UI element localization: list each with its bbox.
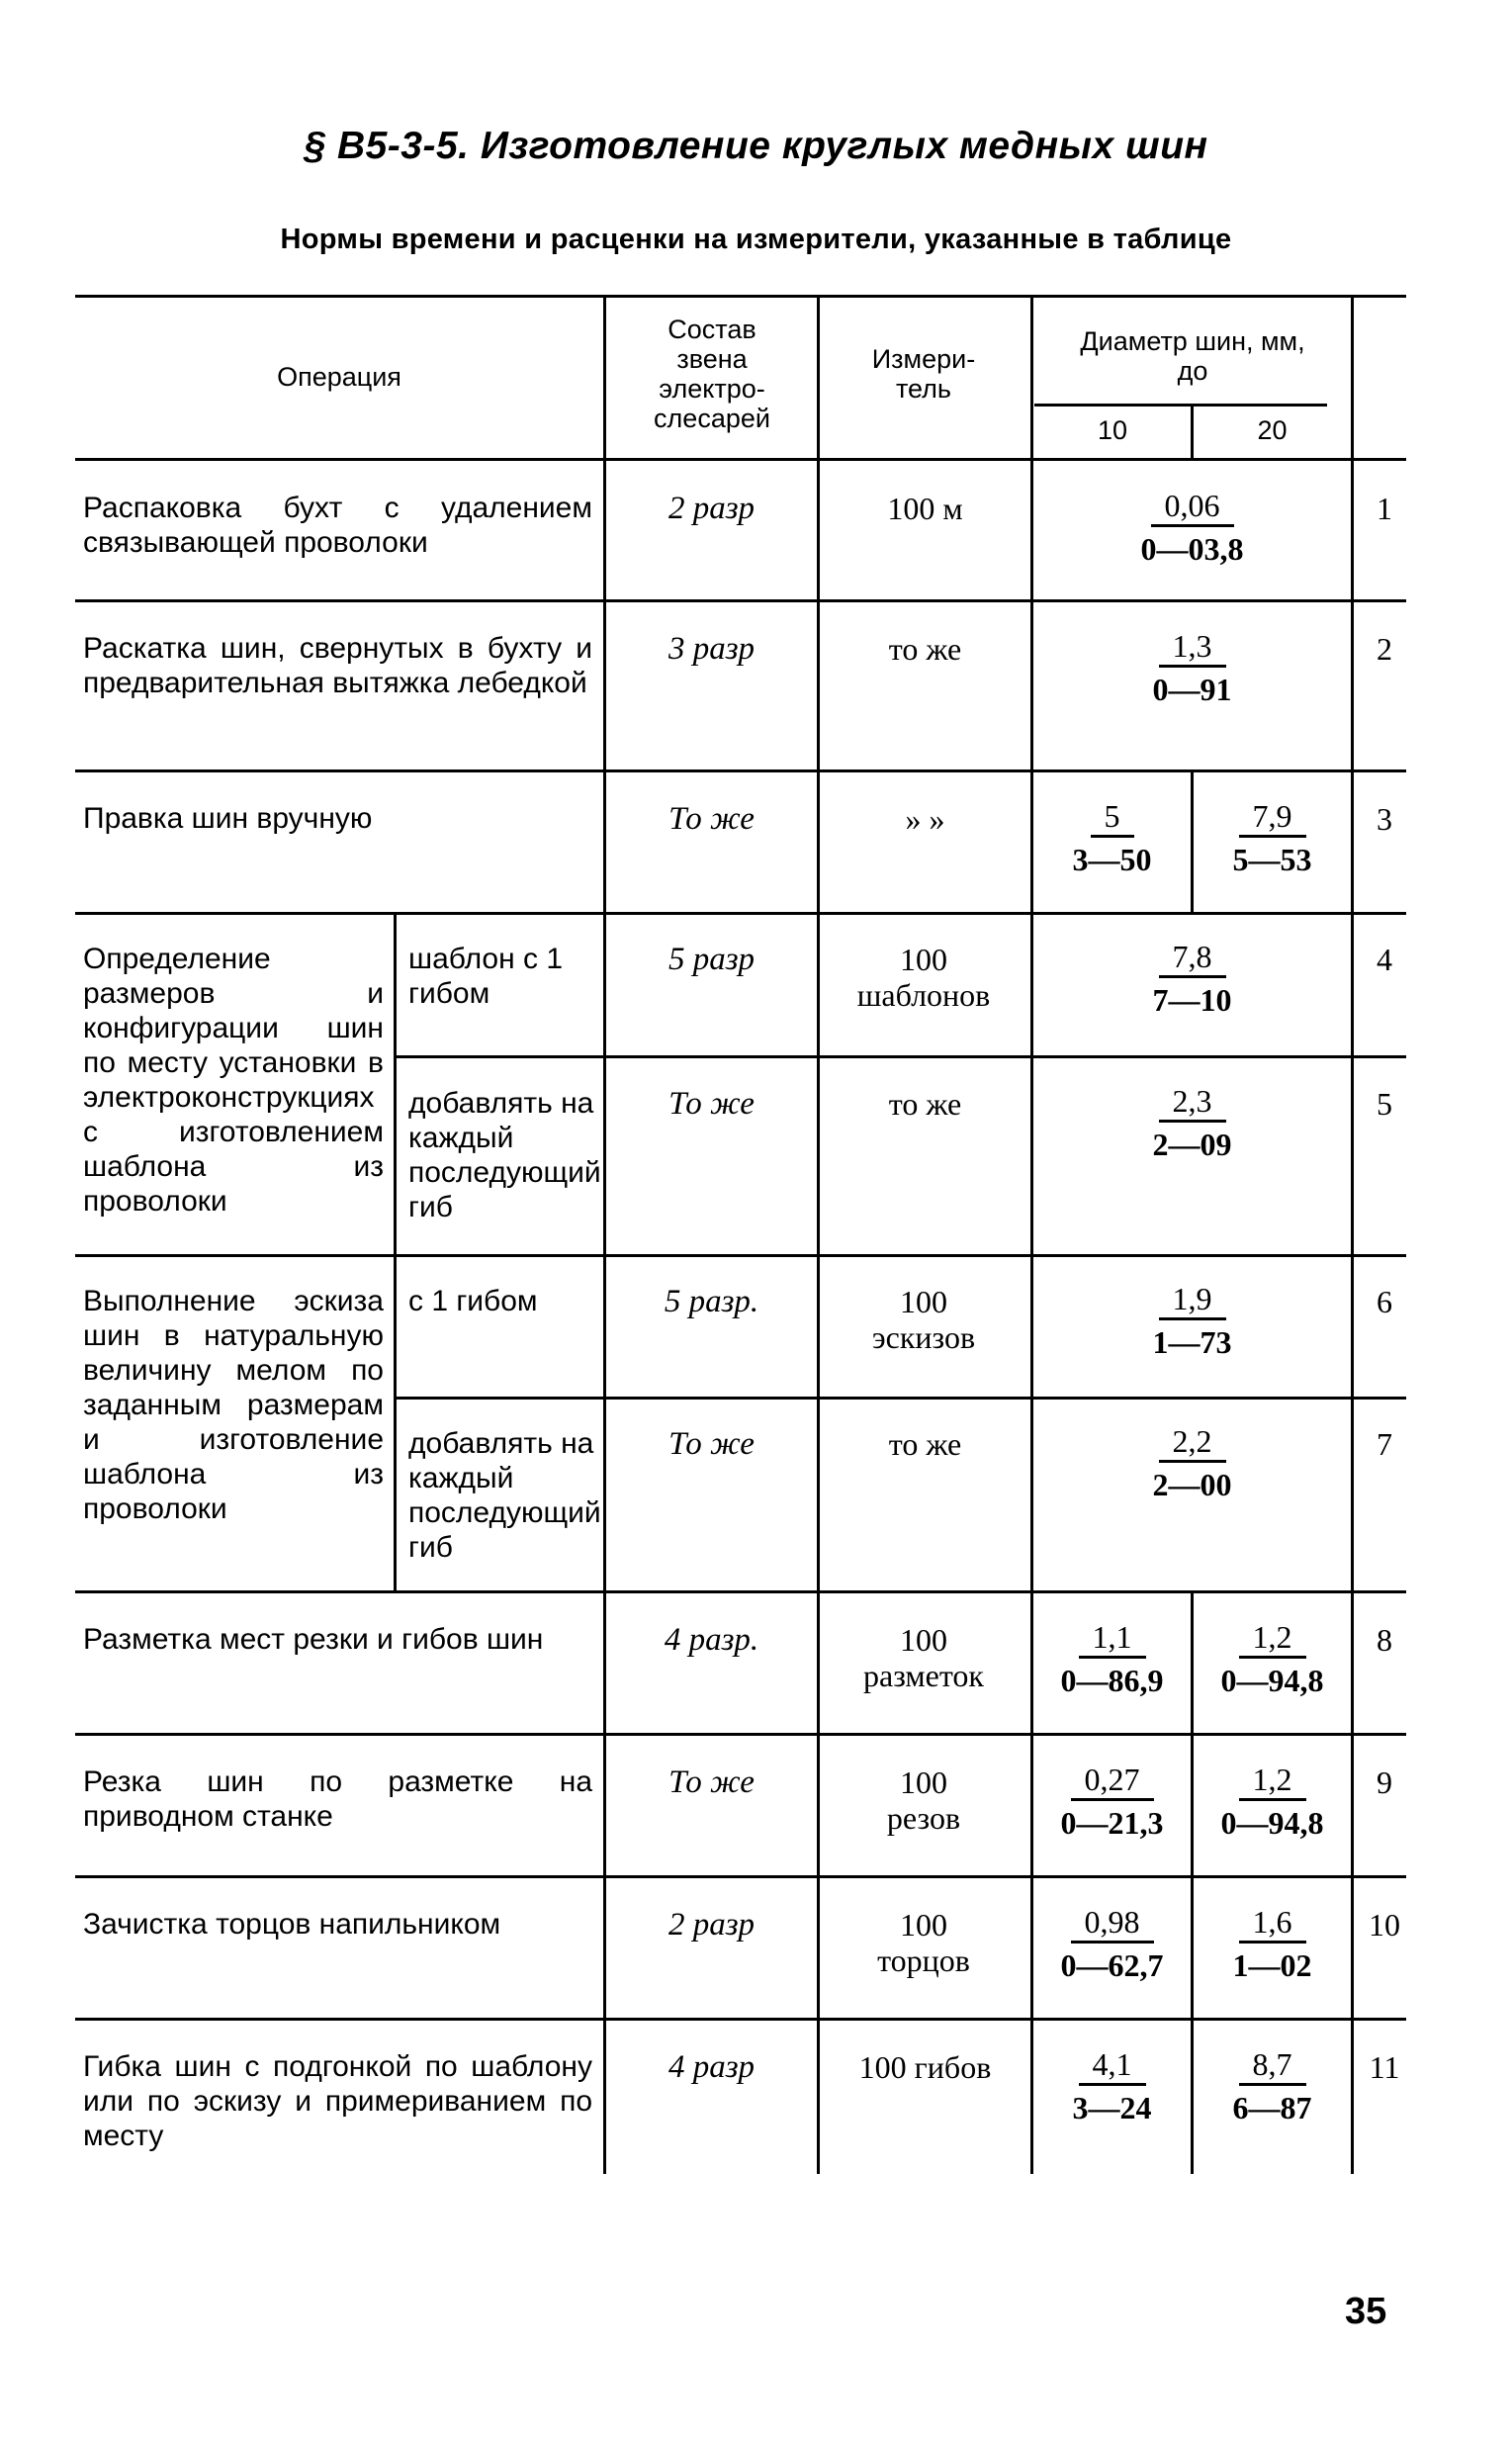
rate-value: 0—21,3 [1060,1805,1164,1841]
crew-cell: То же [668,1764,755,1800]
norm-value: 1,1 [1079,1618,1146,1659]
header-crew: Состав звена электро-слесарей [654,315,770,433]
rate-value: 5—53 [1232,842,1312,877]
unit-cell: то же [888,1086,962,1122]
rate-value: 0—86,9 [1060,1663,1164,1698]
crew-cell: То же [668,1086,755,1122]
rate-value: 3—24 [1072,2090,1152,2125]
suboperation-cell: с 1 гибом [408,1285,538,1317]
unit-cell: 100 торцов [877,1907,970,1978]
row-rule [397,1055,1406,1058]
unit-cell: 100 разметок [863,1622,984,1693]
crew-cell: 3 разр [667,631,756,667]
header-operation: Операция [277,362,401,392]
operation-cell: Гибка шин с подгонкой по шаблону или по эскизу и примериванием по месту [83,2050,592,2152]
rate-value: 6—87 [1232,2090,1312,2125]
row-number: 9 [1377,1764,1392,1800]
rate-value: 0—91 [1152,672,1232,707]
rate-value: 1—02 [1232,1947,1312,1983]
norm-rate-fraction [1033,487,1351,571]
norm-rate-fraction [1033,627,1351,711]
norm-value: 0,98 [1071,1903,1154,1944]
norm-value: 7,9 [1239,797,1306,838]
norm-value: 1,2 [1239,1761,1306,1801]
norm-rate-fraction [1033,1761,1191,1845]
operation-cell: Раскатка шин, свернутых в бухту и предварительная вытяжка лебедкой [83,632,592,699]
unit-cell: то же [888,631,962,667]
norm-rate-fraction [1194,797,1351,881]
header-d10: 10 [1097,415,1128,445]
row-number: 6 [1377,1284,1392,1319]
unit-cell: 100 шаблонов [856,942,991,1013]
header-d20: 20 [1257,415,1288,445]
rate-value: 7—10 [1152,982,1232,1018]
norm-value: 1,9 [1159,1280,1226,1320]
suboperation-cell: добавлять на каждый последующий гиб [408,1087,601,1223]
row-number: 4 [1377,942,1392,977]
col-rule [817,295,820,2174]
rate-value: 0—62,7 [1060,1947,1164,1983]
row-number: 10 [1369,1907,1400,1943]
norm-rate-fraction [1033,1618,1191,1702]
unit-cell: 100 гибов [858,2049,992,2085]
col-rule [603,295,606,2174]
norm-rate-fraction [1194,1761,1351,1845]
row-number: 7 [1377,1426,1392,1462]
header-unit: Измери-тель [871,344,976,404]
rate-value: 0—03,8 [1140,531,1244,567]
row-rule [75,2018,1406,2021]
norm-rate-fraction [1033,2045,1191,2129]
operation-cell: Правка шин вручную [83,802,373,835]
norm-rate-fraction [1033,797,1191,881]
section-title: § В5-3-5. Изготовление круглых медных шин [304,125,1208,167]
rate-value: 3—50 [1072,842,1152,877]
rate-value: 2—09 [1152,1127,1232,1162]
crew-cell: 4 разр [667,2049,756,2085]
norm-value: 0,06 [1151,487,1234,527]
norm-value: 0,27 [1071,1761,1154,1801]
operation-cell: Определение размеров и конфигурации шин по месту установки в электроконструкциях с изготовлением шаблона из проволоки [83,943,384,1218]
operation-cell: Распаковка бухт с удалением связывающей проволоки [83,492,592,559]
operation-cell: Резка шин по разметке на приводном станке [83,1765,592,1833]
row-number: 2 [1377,631,1392,667]
norm-rate-fraction [1033,938,1351,1022]
crew-cell: То же [668,1426,755,1462]
norms-table [75,295,1406,2174]
row-rule [75,1254,1406,1257]
col-rule [394,1254,397,1590]
norm-value: 1,2 [1239,1618,1306,1659]
col-rule [1030,295,1033,2174]
row-rule [75,769,1406,772]
norm-value: 4,1 [1079,2045,1146,2086]
unit-cell: 100 резов [886,1764,961,1836]
norm-rate-fraction [1194,1618,1351,1702]
operation-cell: Разметка мест резки и гибов шин [83,1623,544,1656]
header-subrule [1034,404,1327,407]
row-rule [75,1875,1406,1878]
norm-rate-fraction [1033,1082,1351,1166]
header-diameter: Диаметр шин, мм, до [1080,326,1305,386]
unit-cell: то же [888,1426,962,1462]
operation-cell: Выполнение эскиза шин в натуральную величину мелом по заданным размерам и изготовление шаблона из проволоки [83,1285,384,1525]
norm-value: 8,7 [1239,2045,1306,2086]
crew-cell: 2 разр [667,1907,756,1943]
crew-cell: 4 разр. [664,1622,759,1658]
norm-rate-fraction [1033,1903,1191,1987]
norm-rate-fraction [1194,2045,1351,2129]
row-number: 5 [1377,1086,1392,1122]
row-rule [75,912,1406,915]
rate-value: 0—94,8 [1220,1805,1324,1841]
norm-value: 5 [1091,797,1134,838]
row-rule [75,1733,1406,1736]
col-rule [394,912,397,1254]
row-number: 8 [1377,1622,1392,1658]
crew-cell: 5 разр. [664,1284,759,1319]
unit-cell: 100 эскизов [871,1284,976,1355]
norm-value: 2,3 [1159,1082,1226,1123]
col-rule [1351,295,1354,2174]
rate-value: 2—00 [1152,1467,1232,1502]
row-number: 1 [1377,491,1392,526]
table-top-rule [75,295,1406,298]
norm-value: 7,8 [1159,938,1226,978]
norm-value: 1,6 [1239,1903,1306,1944]
unit-cell: » » [905,801,945,837]
row-rule [75,1590,1406,1593]
norm-rate-fraction [1033,1280,1351,1364]
crew-cell: 2 разр [667,491,756,526]
row-rule [75,599,1406,602]
crew-cell: 5 разр [667,942,756,977]
header-bottom-rule [75,458,1406,461]
page-number: 35 [1345,2291,1387,2332]
suboperation-cell: шаблон с 1 гибом [408,943,564,1010]
row-number: 11 [1369,2049,1400,2085]
suboperation-cell: добавлять на каждый последующий гиб [408,1427,601,1564]
norm-value: 1,3 [1159,627,1226,668]
row-rule [397,1397,1406,1400]
row-number: 3 [1377,801,1392,837]
rate-value: 1—73 [1152,1324,1232,1360]
rate-value: 0—94,8 [1220,1663,1324,1698]
operation-cell: Зачистка торцов напильником [83,1908,501,1941]
unit-cell: 100 м [887,491,963,526]
norm-value: 2,2 [1159,1422,1226,1463]
crew-cell: То же [668,801,755,837]
norm-rate-fraction [1033,1422,1351,1506]
section-subtitle: Нормы времени и расценки на измерители, указанные в таблице [280,224,1232,255]
norm-rate-fraction [1194,1903,1351,1987]
